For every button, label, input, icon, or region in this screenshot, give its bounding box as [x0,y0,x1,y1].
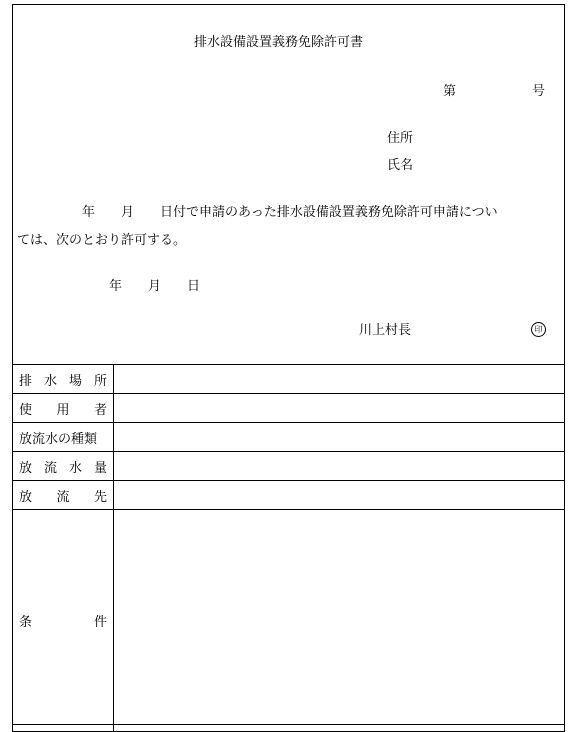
row-label-char: 使 [19,402,33,418]
row-label-char: 水 [68,460,82,476]
table-row [13,423,565,452]
name-label: 氏名 [387,158,414,173]
table-row [13,394,565,423]
row-label-char: 放 [19,489,33,505]
table-row [13,510,565,732]
row-label [13,510,114,732]
body-text-line-1: 年 月 日付で申請のあった排水設備設置義務免除許可申請につい [17,205,498,220]
row-value-field[interactable] [114,394,565,423]
row-label-char: 用 [56,402,70,418]
number-suffix: 号 [532,84,546,99]
table-row [13,452,565,481]
permit-details-table [12,364,565,732]
seal-icon: 印 [531,322,546,337]
issue-date: 年 月 日 [109,279,201,294]
row-label-char: 件 [93,615,107,630]
row-label-char: 者 [93,402,107,418]
table-row [13,481,565,510]
row-value-field[interactable] [114,423,565,452]
row-label-char: 条 [19,615,33,630]
row-label-char: 水 [43,373,57,389]
table-row [13,365,565,394]
row-label [13,481,114,510]
row-label-char: 量 [93,460,107,476]
row-label [13,394,114,423]
row-value-field[interactable] [114,452,565,481]
address-label: 住所 [387,131,414,146]
body-text-line-2: ては、次のとおり許可する。 [17,233,187,248]
permit-form [12,4,565,725]
row-value-field[interactable] [114,481,565,510]
number-prefix: 第 [443,84,457,99]
row-label [13,365,114,394]
row-value-field[interactable] [114,510,565,732]
row-label-char: 場 [68,373,82,389]
document-title: 排水設備設置義務免除許可書 [194,35,364,50]
issuer-name: 川上村長 [359,323,412,338]
row-label-char: 排 [19,373,33,389]
row-label-char: 放流水の種類 [19,431,98,447]
row-label-char: 先 [93,489,107,505]
row-label-char: 所 [93,373,107,389]
row-label [13,423,114,452]
row-label-char: 流 [43,460,57,476]
row-value-field[interactable] [114,365,565,394]
row-label-char: 放 [19,460,33,476]
row-label-char: 流 [56,489,70,505]
row-label [13,452,114,481]
